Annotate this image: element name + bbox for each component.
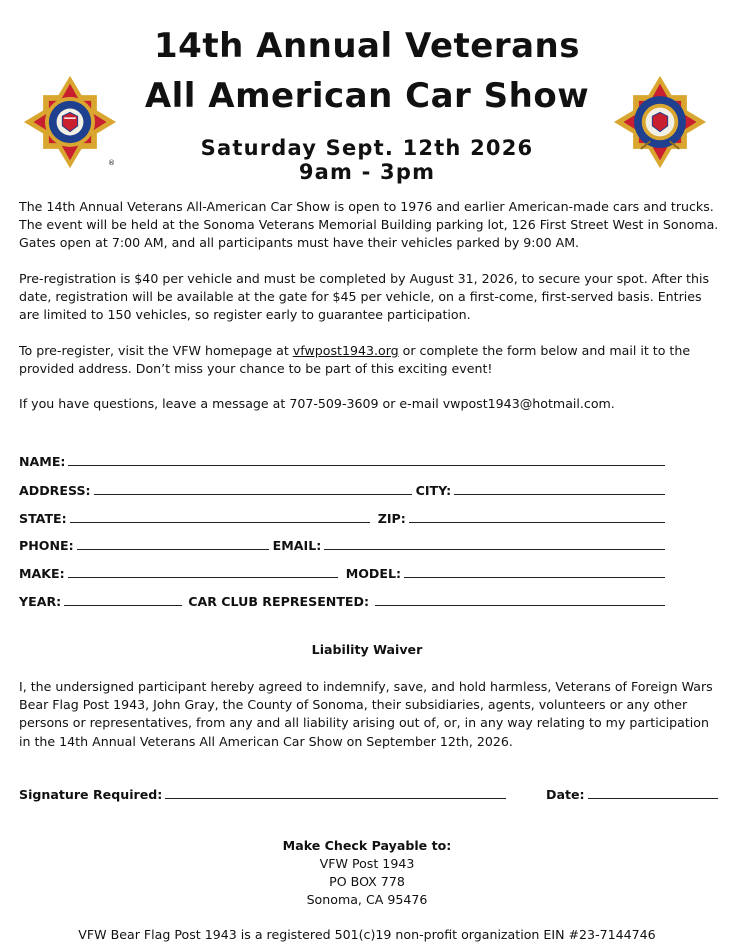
form-row-address xyxy=(19,480,661,498)
email-label: EMAIL: xyxy=(272,538,322,553)
pre-register-paragraph xyxy=(19,342,719,378)
email-field[interactable] xyxy=(324,536,665,550)
form-row-phone xyxy=(19,535,661,553)
payment-heading: Make Check Payable to: xyxy=(282,838,452,853)
vfw-homepage-link[interactable]: vfwpost1943.org xyxy=(292,343,399,358)
name-field[interactable] xyxy=(68,452,665,466)
model-field[interactable] xyxy=(404,564,665,578)
date-label: Date: xyxy=(546,787,585,802)
payment-line-3: Sonoma, CA 95476 xyxy=(306,892,428,907)
zip-field[interactable] xyxy=(409,509,665,523)
form-row-year xyxy=(19,591,661,609)
pre-register-text-end: or complete the form below and mail it to the provided address. Don’t miss your chance to be part of this exciting event! xyxy=(19,343,691,377)
state-label: STATE: xyxy=(19,511,67,526)
phone-label: PHONE: xyxy=(19,538,74,553)
signature-field[interactable] xyxy=(165,785,506,799)
title-line-1: 14th Annual Veterans xyxy=(154,26,580,66)
contact-paragraph: If you have questions, leave a message at 707-509-3609 or e-mail vwpost1943@hotmail.com. xyxy=(19,396,615,411)
signature-label: Signature Required: xyxy=(19,787,163,802)
make-label: MAKE: xyxy=(19,566,65,581)
title-line-2: All American Car Show xyxy=(144,76,590,116)
car-club-label: CAR CLUB REPRESENTED: xyxy=(188,594,370,609)
address-label: ADDRESS: xyxy=(19,483,91,498)
footer-nonprofit: VFW Bear Flag Post 1943 is a registered 501(c)19 non-profit organization EIN #23-7144746 xyxy=(78,927,656,942)
signature-row xyxy=(19,784,502,802)
waiver-heading: Liability Waiver xyxy=(311,642,423,657)
year-field[interactable] xyxy=(64,592,182,606)
form-row-state xyxy=(19,508,661,526)
phone-field[interactable] xyxy=(77,536,269,550)
vfw-auxiliary-logo-icon xyxy=(612,74,708,170)
payment-line-1: VFW Post 1943 xyxy=(319,856,415,871)
event-date: Saturday Sept. 12th 2026 xyxy=(200,136,534,160)
intro-paragraph: The 14th Annual Veterans All-American Car Show is open to 1976 and earlier American-made cars and trucks. The event will be held at the Sonoma Veterans Memorial Building parking lot, 126 First Street West in Sonoma. Gates open at 7:00 AM, and all participants must have their vehicles parked by 9:00 AM. xyxy=(19,199,719,251)
year-label: YEAR: xyxy=(19,594,62,609)
state-field[interactable] xyxy=(70,509,370,523)
date-field[interactable] xyxy=(588,785,718,799)
model-label: MODEL: xyxy=(345,566,402,581)
address-field[interactable] xyxy=(94,481,412,495)
payment-line-2: PO BOX 778 xyxy=(329,874,405,889)
city-label: CITY: xyxy=(415,483,452,498)
zip-label: ZIP: xyxy=(377,511,406,526)
event-time: 9am - 3pm xyxy=(298,160,436,184)
form-row-name xyxy=(19,451,661,469)
waiver-text: I, the undersigned participant hereby agreed to indemnify, save, and hold harmless, Veterans of Foreign Wars Bear Flag Post 1943, John Gray, the County of Sonoma, their subsidiaries, agents, volunteers or any other persons or representatives, from any and all liability arising out of, or, in any way relating to my participation in the 14th Annual Veterans All American Car Show on September 12th, 2026. xyxy=(19,679,713,749)
pre-register-text: To pre-register, visit the VFW homepage at xyxy=(19,343,293,358)
city-field[interactable] xyxy=(454,481,665,495)
registration-paragraph: Pre-registration is $40 per vehicle and must be completed by August 31, 2026, to secure your spot. After this date, registration will be available at the gate for $45 per vehicle, on a first-come, first-served basis. Entries are limited to 150 vehicles, so register early to guarantee participation. xyxy=(19,271,710,323)
date-row xyxy=(546,784,714,802)
form-row-make xyxy=(19,563,661,581)
name-label: NAME: xyxy=(19,454,66,469)
make-field[interactable] xyxy=(68,564,338,578)
registered-mark: ® xyxy=(108,159,115,167)
car-club-field[interactable] xyxy=(375,592,665,606)
vfw-logo-icon xyxy=(22,74,118,170)
